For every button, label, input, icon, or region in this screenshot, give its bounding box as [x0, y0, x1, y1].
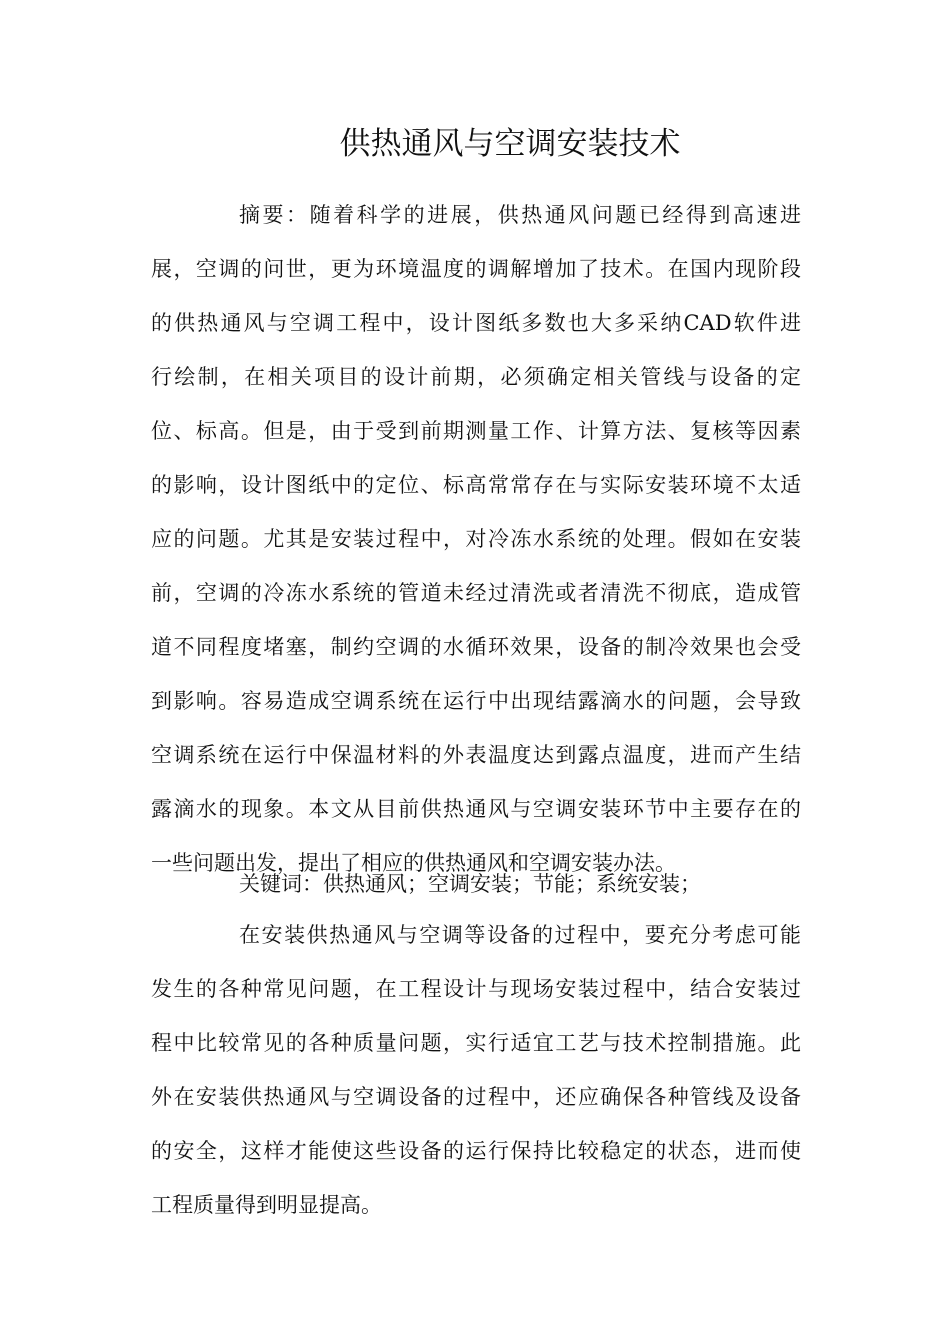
keywords-paragraph: [151, 857, 801, 911]
intro-line: 在安装供热通风与空调等设备的过程中，要充分考虑可能: [239, 923, 801, 947]
abstract-line: 到影响。容易造成空调系统在运行中出现结露滴水的问题，会导致: [151, 689, 801, 713]
abstract-line: 应的问题。尤其是安装过程中，对冷冻水系统的处理。假如在安装: [151, 527, 801, 551]
abstract-line: 摘要：随着科学的进展，供热通风问题已经得到高速进: [239, 203, 801, 227]
intro-line: 的安全，这样才能使这些设备的运行保持比较稳定的状态，进而使: [151, 1139, 801, 1163]
keywords-line: 关键词：供热通风；空调安装；节能；系统安装；: [239, 872, 701, 896]
intro-line: 发生的各种常见问题，在工程设计与现场安装过程中，结合安装过: [151, 977, 801, 1001]
abstract-line: 一些问题出发，提出了相应的供热通风和空调安装办法。: [151, 851, 676, 875]
abstract-paragraph: [151, 188, 801, 890]
intro-paragraph: [151, 908, 801, 1232]
abstract-line: 行绘制，在相关项目的设计前期，必须确定相关管线与设备的定: [151, 365, 801, 389]
abstract-line: 道不同程度堵塞，制约空调的水循环效果，设备的制冷效果也会受: [151, 635, 801, 659]
intro-line: 程中比较常见的各种质量问题，实行适宜工艺与技术控制措施。此: [151, 1031, 801, 1055]
abstract-line: 的影响，设计图纸中的定位、标高常常存在与实际安装环境不太适: [151, 473, 801, 497]
abstract-line: 露滴水的现象。本文从目前供热通风与空调安装环节中主要存在的: [151, 797, 801, 821]
intro-line: 外在安装供热通风与空调设备的过程中，还应确保各种管线及设备: [151, 1085, 801, 1109]
intro-line: 工程质量得到明显提高。: [151, 1193, 382, 1217]
abstract-line: 的供热通风与空调工程中，设计图纸多数也大多采纳CAD软件进: [151, 311, 801, 335]
abstract-line: 展，空调的问世，更为环境温度的调解增加了技术。在国内现阶段: [151, 257, 801, 281]
abstract-line: 位、标高。但是，由于受到前期测量工作、计算方法、复核等因素: [151, 419, 801, 443]
document-title: 供热通风与空调安装技术: [339, 126, 681, 162]
abstract-line: 空调系统在运行中保温材料的外表温度达到露点温度，进而产生结: [151, 743, 801, 767]
abstract-line: 前，空调的冷冻水系统的管道未经过清洗或者清洗不彻底，造成管: [151, 581, 801, 605]
